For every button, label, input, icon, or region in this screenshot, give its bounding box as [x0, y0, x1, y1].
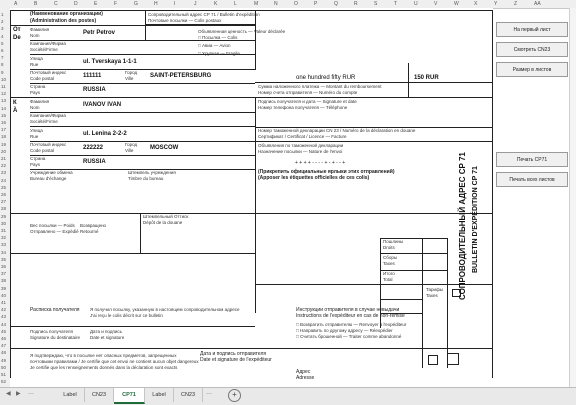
column-header-f[interactable]: F [114, 1, 118, 7]
tab-cn23-1[interactable]: CN23 [85, 388, 114, 402]
row-header-7[interactable]: 7 [1, 55, 4, 61]
vertical-scrollbar[interactable] [569, 8, 576, 387]
row-header-5[interactable]: 5 [1, 40, 4, 46]
column-header-g[interactable]: G [134, 1, 138, 7]
tab-label-2[interactable]: Label [145, 388, 174, 402]
instructions-text: Инструкции отправителя в случае невыдачи [296, 307, 400, 313]
exchange-fr: Bureau d'échange [30, 176, 67, 181]
column-header-y[interactable]: Y [494, 1, 498, 7]
row-header-37[interactable]: 37 [1, 271, 7, 277]
recipient-label: Расписка получателя [30, 307, 80, 313]
admin-title-fr: (Administration des postes) [30, 18, 97, 24]
row-header-17[interactable]: 17 [1, 127, 7, 133]
tariff-fr: Taxes [426, 293, 438, 298]
addressee-country-value[interactable]: RUSSIA [83, 159, 106, 165]
column-header-e[interactable]: E [94, 1, 98, 7]
row-header-47[interactable]: 47 [1, 343, 7, 349]
stickers-fr: (Apposer les étiquettes officielles de ces colis) [258, 175, 370, 181]
row-header-27[interactable]: 27 [1, 199, 7, 205]
column-header-u[interactable]: U [414, 1, 418, 7]
print-cp71-button[interactable]: Печать CP71 [496, 152, 568, 167]
row-header-4[interactable]: 4 [1, 33, 4, 39]
stickers-text: (Прикрепить официальные ярлыки этих отправлений) [258, 169, 395, 175]
row-header-36[interactable]: 36 [1, 264, 7, 269]
row-header-24[interactable]: 24 [1, 177, 7, 183]
row-header-25[interactable]: 25 [1, 184, 7, 190]
row-header-48[interactable]: 48 [1, 350, 7, 356]
column-header-v[interactable]: V [434, 1, 438, 7]
row-header-34[interactable]: 34 [1, 249, 7, 255]
spreadsheet-grid[interactable]: (Наименование организации) (Administration des postes) От De Сопроводительный адрес CP 71 / Bulletin d'expédition Почтовые посылки — Colis postaux Фамилия Nom Petr Petrov Компания/Фирма Société/Firme Улица Rue ul. Tverskaya 1-1-1 Почтовый индекс Code postal 111111 Город Ville SAINT-PETERSBURG Страна Pays RUSSIA Объявленная ценность — Valeur déclarée □ Посылка — Colis □ Авиа — Avion □ Хрупкая — Fragile one hundred fifty RUR 150 RUR Сумма наложенного платежа — Montant du remboursement Номер счета отправителя — Numéro du compte Фамилия Nom IVANOV IVAN К À Компания/Фирма Société/Firme Подпись получателя и дата — Signature et date Номер телефона получателя — Téléphone Улица Rue ul. Lenina 2-2-2 Почтовый индекс Code postal 222222 Город Ville MOSCOW Страна Pays RUSSIA Учреждение обмена Bureau d'échange Штемпель учреждения Timbre du bureau Номер таможенной декларации CN 23 / Numéro de la déclaration en douane Сертификат / Certificat / Licence — Facture Объявления по таможенной декларации Назначение посылки — Nature de l'envoi + + + + - - - - + - + - - + (Прикрепить официальные ярлыки этих отправлений) (Apposer les étiquettes officielles de ces colis) Штемпельный Оттиск Dépôt de la douane Вес посылки — Poids Отправлено — Expédié Возвращено Retourné Пошлины Droits Сборы Taxes Итого Total Тарифы Taxes Расписка получателя Я получил посылку, указанную в настоящем сопроводительном адресе J'ai reçu le colis décrit sur ce bulletin Подпись получателя Signature du destinataire Дата и подпись Date et signature Инструкции отправителя в случае невыдачи Instructions de l'expéditeur en cas de non-remise □ Возвратить отправителю — Renvoyer à l'expéditeur □ Направить по другому адресу — Réexpédier □ Считать брошенной — Traiter comme abandonné Дата и подпись отправителя Date et signature de l'expéditeur Я подтверждаю, что в посылке нет опасных предметов, запрещенных почтовыми правилами / Je certifie que cet envoi ne contient aucun objet dangereux Je certifie que les renseignements donnés dans la déclaration sont exacts Адрес Adresse СОПРОВОДИТЕЛЬНЫЙ АДРЕС CP 71 BULLETIN D'EXPÉDITION CP 71 [10, 8, 493, 392]
sender-name-value[interactable]: Petr Petrov [83, 30, 116, 36]
postcode-label: Почтовый индекс [30, 70, 67, 75]
form-border-right [492, 10, 493, 378]
surname-label: Фамилия [30, 27, 50, 32]
tab-scroll-left-icon[interactable]: ◀ [6, 391, 11, 397]
tab-cn23-2[interactable]: CN23 [174, 388, 203, 402]
row-header-33[interactable]: 33 [1, 242, 7, 248]
row-header-19[interactable]: 19 [1, 141, 7, 147]
row-header-22[interactable]: 22 [1, 163, 7, 169]
column-header-aa[interactable]: AA [534, 1, 541, 7]
tariff-label: Тарифы [426, 287, 444, 292]
column-header-d[interactable]: D [74, 1, 78, 7]
column-header-h[interactable]: H [154, 1, 158, 7]
address-label: Адрес [296, 369, 311, 375]
instructions-fr: Instructions de l'expéditeur en cas de non-remise [296, 313, 405, 319]
column-header-c[interactable]: C [54, 1, 58, 7]
country-label: Страна [30, 84, 46, 89]
country-fr: Pays [30, 90, 41, 95]
tab-more-right-icon[interactable]: … [206, 390, 212, 396]
addressee-city-value[interactable]: MOSCOW [150, 145, 179, 151]
row-header-15[interactable]: 15 [1, 112, 7, 118]
tab-scroll-right-icon[interactable]: ▶ [16, 391, 21, 397]
row-header-32[interactable]: 32 [1, 235, 7, 241]
row-header-8[interactable]: 8 [1, 62, 4, 68]
add-sheet-icon[interactable]: + [228, 389, 241, 402]
column-header-k[interactable]: K [214, 1, 218, 7]
column-header-l[interactable]: L [234, 1, 237, 7]
column-header-w[interactable]: W [454, 1, 459, 7]
row-header-38[interactable]: 38 [1, 278, 7, 284]
street-fr: Rue [30, 62, 39, 67]
row-header-42[interactable]: 42 [1, 307, 7, 313]
row-header-16[interactable]: 16 [1, 120, 7, 125]
street-label: Улица [30, 56, 43, 61]
stamp-label: Штемпель учреждения [128, 170, 176, 175]
row-header-49[interactable]: 49 [1, 357, 7, 363]
row-header-43[interactable]: 43 [1, 314, 7, 320]
office-stamp-label: Штемпельный Оттиск [143, 214, 189, 219]
row-header-28[interactable]: 28 [1, 206, 7, 212]
row-header-11[interactable]: 11 [1, 84, 6, 89]
stamp-fr: Timbre du bureau [128, 176, 164, 181]
addressee-postcode-value[interactable]: 222222 [83, 145, 104, 151]
row-header-35[interactable]: 35 [1, 256, 7, 262]
column-header-i[interactable]: I [174, 1, 176, 7]
sender-city-value[interactable]: SAINT-PETERSBURG [150, 73, 212, 79]
vertical-title-fr: BULLETIN D'EXPÉDITION CP 71 [472, 166, 479, 273]
row-header-13[interactable]: 13 [1, 98, 7, 104]
column-header-t[interactable]: T [394, 1, 398, 7]
vertical-title-ru: СОПРОВОДИТЕЛЬНЫЙ АДРЕС CP 71 [458, 152, 467, 300]
row-header-18[interactable]: 18 [1, 134, 7, 140]
addressee-name-value[interactable]: IVANOV IVAN [83, 102, 122, 108]
row-header-41[interactable]: 41 [1, 300, 7, 305]
row-header-29[interactable]: 29 [1, 213, 7, 219]
row-header-30[interactable]: 30 [1, 220, 7, 226]
from-label-fr: De [13, 35, 21, 41]
address-fr: Adresse [296, 375, 315, 381]
addressee-street-value[interactable]: ul. Lenina 2-2-2 [83, 131, 127, 137]
admin-title-ru: (Наименование организации) [30, 11, 103, 17]
row-header-12[interactable]: 12 [1, 91, 7, 97]
row-header-31[interactable]: 31 [1, 228, 7, 233]
row-header-3[interactable]: 3 [1, 26, 4, 32]
print-all-button[interactable]: Печать всех листов [496, 172, 568, 187]
row-header-20[interactable]: 20 [1, 148, 7, 154]
row-header-2[interactable]: 2 [1, 19, 4, 25]
office-stamp-fr: Dépôt de la douane [143, 220, 183, 225]
city-label: Город [125, 70, 138, 75]
column-header-z[interactable]: Z [514, 1, 518, 7]
sender-postcode-value[interactable]: 111111 [83, 73, 102, 79]
sender-signature-label: Дата и подпись отправителя [200, 351, 267, 357]
row-header-45[interactable]: 45 [1, 328, 7, 334]
exchange-label: Учреждение обмена [30, 170, 73, 175]
column-header-j[interactable]: J [194, 1, 197, 7]
row-header-39[interactable]: 39 [1, 285, 7, 291]
row-header-51[interactable]: 51 [1, 372, 7, 377]
column-header-o[interactable]: O [294, 1, 298, 7]
nom-label: Nom [30, 33, 40, 38]
city-fr: Ville [125, 76, 134, 81]
sender-street-value[interactable]: ul. Tverskaya 1-1-1 [83, 59, 137, 65]
amount-text[interactable]: one hundred fifty RUR [296, 75, 356, 81]
column-header-r[interactable]: R [354, 1, 358, 7]
row-header-40[interactable]: 40 [1, 292, 7, 298]
first-sheet-button[interactable]: На первый лист [496, 22, 568, 37]
view-cn23-button[interactable]: Смотреть CN23 [496, 42, 568, 57]
sender-country-value[interactable]: RUSSIA [83, 87, 106, 93]
sender-signature-fr: Date et signature de l'expéditeur [200, 357, 272, 363]
from-label-ru: От [13, 27, 21, 33]
column-header-m[interactable]: M [254, 1, 259, 7]
form-border-left [10, 10, 11, 378]
column-header-p[interactable]: P [314, 1, 318, 7]
company-fr: Société/Firme [30, 47, 58, 52]
column-header-n[interactable]: N [274, 1, 278, 7]
barcode-digits: + + + + - - - - + - + - - + [295, 160, 346, 166]
row-header-21[interactable]: 21 [1, 156, 7, 161]
sheet-size-button[interactable]: Размер в листов [496, 62, 568, 77]
column-header-b[interactable]: B [34, 1, 38, 7]
row-header-26[interactable]: 26 [1, 192, 7, 197]
row-header-46[interactable]: 46 [1, 336, 7, 341]
column-header-x[interactable]: X [474, 1, 478, 7]
column-header-q[interactable]: Q [334, 1, 338, 7]
row-header-9[interactable]: 9 [1, 69, 4, 75]
sheet-tab-bar [0, 387, 576, 405]
postcode-fr: Code postal [30, 76, 55, 81]
row-header-23[interactable]: 23 [1, 170, 7, 176]
row-header-10[interactable]: 10 [1, 76, 7, 82]
company-label: Компания/Фирма [30, 41, 66, 46]
row-header-50[interactable]: 50 [1, 364, 7, 370]
column-header-a[interactable]: A [14, 1, 18, 7]
tab-cp71[interactable]: CP71 [114, 388, 145, 404]
tab-more-icon[interactable]: … [28, 390, 34, 396]
tab-label-1[interactable]: Label [56, 388, 85, 402]
amount-value[interactable]: 150 RUR [414, 75, 439, 81]
column-header-s[interactable]: S [374, 1, 378, 7]
row-header-44[interactable]: 44 [1, 321, 7, 327]
row-header-6[interactable]: 6 [1, 48, 4, 53]
row-header-52[interactable]: 52 [1, 379, 7, 385]
row-header-1[interactable]: 1 [1, 12, 4, 17]
row-header-14[interactable]: 14 [1, 105, 7, 111]
